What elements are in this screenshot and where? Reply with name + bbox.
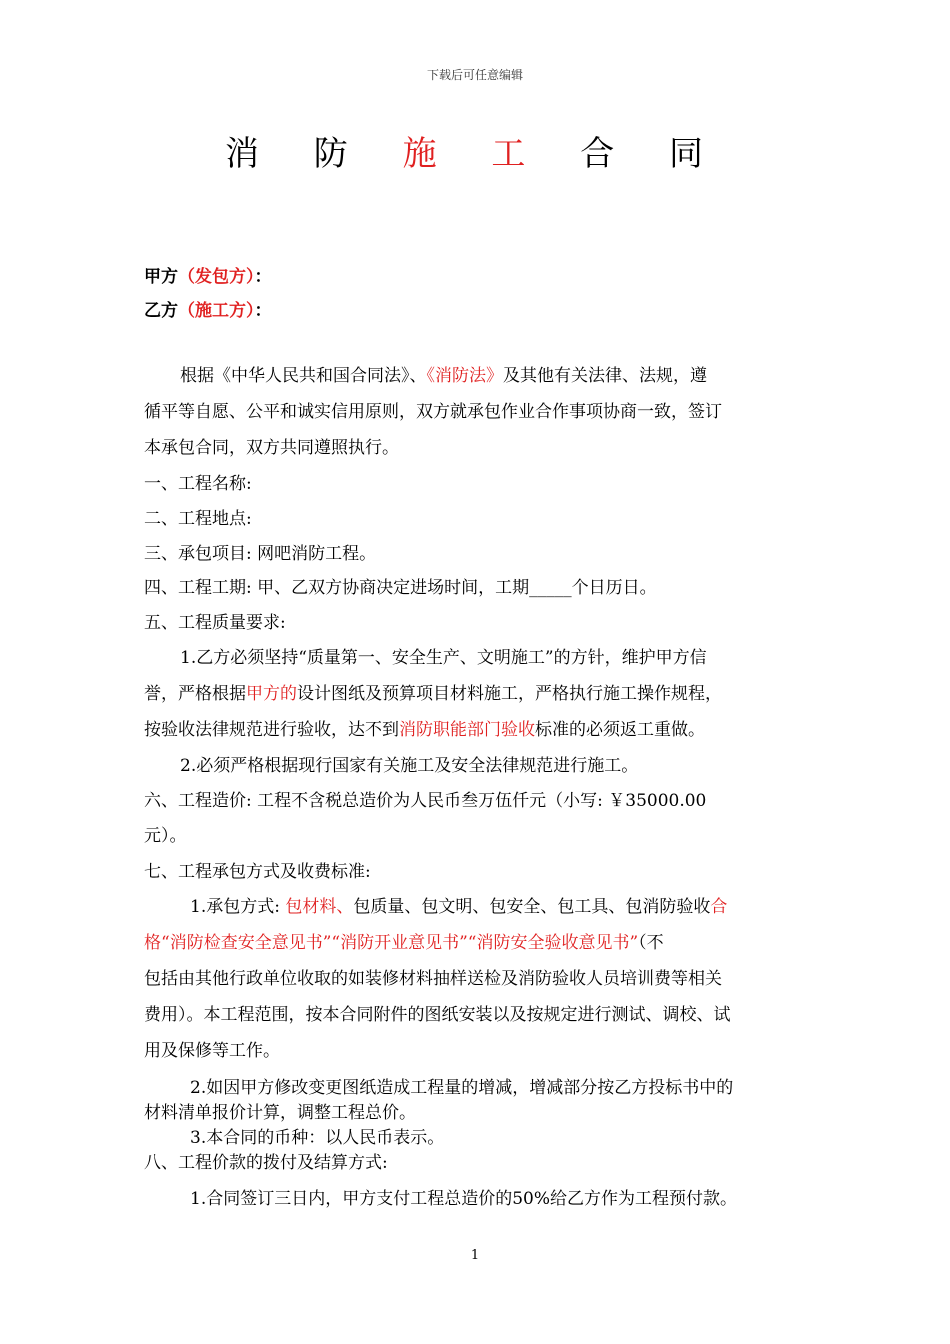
party-b-label: 乙方 bbox=[144, 301, 178, 321]
contract-mode-line-6: 2.如因甲方修改变更图纸造成工程量的增减，增减部分按乙方投标书中的 bbox=[190, 1078, 734, 1098]
contract-mode-line-2 bbox=[144, 933, 814, 953]
party-b-colon: ： bbox=[254, 301, 272, 321]
fire-law-ref: 《消防法》 bbox=[426, 366, 503, 386]
contract-mode-line-4: 费用）。本工程范围，按本合同附件的图纸安装以及按规定进行测试、调校、试 bbox=[144, 1005, 731, 1025]
party-a-role: （发包方） bbox=[178, 267, 255, 287]
party-a-label: 甲方 bbox=[144, 267, 178, 287]
qualified-highlight: 合 bbox=[710, 897, 728, 917]
item-contract-project: 三、承包项目: 网吧消防工程。 bbox=[144, 544, 377, 564]
intro-line-3: 本承包合同，双方共同遵照执行。 bbox=[144, 438, 399, 458]
item-project-name: 一、工程名称: bbox=[144, 474, 252, 494]
party-a-line bbox=[144, 262, 272, 287]
item-duration: 四、工程工期: 甲、乙双方协商决定进场时间，工期_____个日历日。 bbox=[144, 578, 657, 598]
intro-text: 根据《中华人民共和国合同法》、 bbox=[180, 366, 427, 386]
party-b-line bbox=[144, 296, 272, 321]
item-quality-title: 五、工程质量要求: bbox=[144, 613, 286, 633]
contract-mode-line-8: 3.本合同的币种：以人民币表示。 bbox=[190, 1128, 445, 1148]
quality-text: 标准的必须返工重做。 bbox=[535, 720, 705, 740]
quality-line-4: 2.必须严格根据现行国家有关施工及安全法律规范进行施工。 bbox=[180, 756, 639, 776]
mode-text: 1.承包方式: bbox=[190, 897, 286, 917]
contract-mode-title: 七、工程承包方式及收费标准: bbox=[144, 862, 371, 882]
fire-dept-highlight: 消防职能部门验收 bbox=[399, 720, 535, 740]
party-a-highlight: 甲方的 bbox=[246, 684, 297, 704]
contract-mode-line-7: 材料清单报价计算，调整工程总价。 bbox=[144, 1103, 416, 1123]
title-part-3: 合 同 bbox=[547, 134, 726, 174]
cost-line-2: 元）。 bbox=[144, 826, 187, 846]
mode-text: （不 bbox=[638, 933, 664, 953]
intro-line-2: 循平等自愿、公平和诚实信用原则，双方就承包作业合作事项协商一致，签订 bbox=[144, 402, 722, 422]
materials-highlight: 包材料、 bbox=[285, 897, 354, 917]
quality-line-2 bbox=[144, 684, 814, 704]
title-part-1: 消 防 bbox=[224, 134, 403, 174]
quality-text: 设计图纸及预算项目材料施工，严格执行施工操作规程， bbox=[297, 684, 722, 704]
header-note: 下载后可任意编辑 bbox=[426, 68, 523, 82]
page-number: 1 bbox=[470, 1248, 480, 1263]
quality-line-3 bbox=[144, 720, 814, 740]
quality-line-1: 1.乙方必须坚持“质量第一、安全生产、文明施工”的方针，维护甲方信 bbox=[180, 648, 707, 668]
opinions-highlight: 格“消防检查安全意见书”“消防开业意见书”“消防安全验收意见书” bbox=[144, 933, 639, 953]
title-part-2: 施 工 bbox=[402, 134, 548, 174]
payment-title: 八、工程价款的拨付及结算方式: bbox=[144, 1153, 388, 1173]
quality-text: 按验收法律规范进行验收，达不到 bbox=[144, 720, 399, 740]
cost-line-1: 六、工程造价: 工程不含税总造价为人民币叁万伍仟元（小写: ￥35000.00 bbox=[144, 791, 707, 811]
party-a-colon: ： bbox=[254, 267, 272, 287]
item-project-location: 二、工程地点: bbox=[144, 509, 252, 529]
document-title bbox=[0, 126, 950, 175]
payment-line-1: 1.合同签订三日内，甲方支付工程总造价的50%给乙方作为工程预付款。 bbox=[190, 1189, 738, 1209]
party-b-role: （施工方） bbox=[178, 301, 255, 321]
quality-text: 誉，严格根据 bbox=[144, 684, 246, 704]
contract-mode-line-3: 包括由其他行政单位收取的如装修材料抽样送检及消防验收人员培训费等相关 bbox=[144, 969, 722, 989]
mode-text: 包质量、包文明、包安全、包工具、包消防验收 bbox=[353, 897, 711, 917]
intro-line-1 bbox=[180, 366, 814, 386]
contract-mode-line-1 bbox=[190, 897, 814, 917]
contract-mode-line-5: 用及保修等工作。 bbox=[144, 1041, 280, 1061]
intro-text: 及其他有关法律、法规，遵 bbox=[503, 366, 707, 386]
